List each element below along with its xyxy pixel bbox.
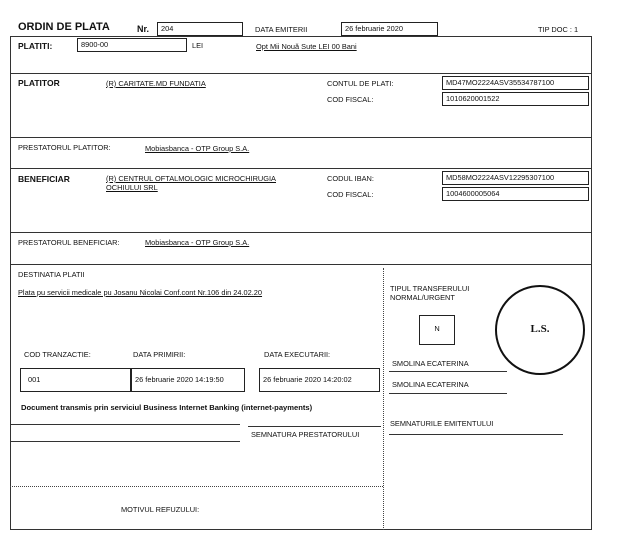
received-date-label: DATA PRIMIRII: [133, 350, 186, 359]
rejection-reason-label: MOTIVUL REFUZULUI: [121, 505, 200, 514]
purpose-label: DESTINATIA PLATII [18, 270, 85, 279]
platitor-fiscal-label: COD FISCAL: [327, 95, 374, 104]
divider [10, 73, 592, 74]
purpose-text: Plata pu servicii medicale pu Josanu Nicolai Conf.cont Nr.106 din 24.02.20 [18, 288, 263, 297]
beneficiar-label: BENEFICIAR [18, 174, 70, 184]
beneficiar-fiscal-value: 1004600005064 [442, 187, 589, 201]
iban-label: CODUL IBAN: [327, 174, 374, 183]
account-label: CONTUL DE PLATI: [327, 79, 394, 88]
document-title: ORDIN DE PLATA [18, 21, 110, 33]
document-number: 204 [157, 22, 243, 36]
account-value: MD47MO2224ASV35534787100 [442, 76, 589, 90]
currency-label: LEI [192, 41, 204, 50]
issuer-signature-line [389, 434, 563, 435]
executed-date-value: 26 februarie 2020 14:20:02 [259, 368, 380, 392]
received-date-value: 26 februarie 2020 14:19:50 [131, 368, 245, 392]
dotted-divider [10, 486, 383, 487]
platitor-name: (R) CARITATE.MD FUNDATIA [106, 79, 206, 88]
transfer-type-label-line1: TIPUL TRANSFERULUI [390, 284, 470, 293]
transaction-code-label: COD TRANZACTIE: [24, 350, 91, 359]
divider [10, 264, 592, 265]
platitor-label: PLATITOR [18, 78, 60, 88]
beneficiary-bank-value: Mobiasbanca - OTP Group S.A. [145, 238, 250, 247]
transfer-type-label-line2: NORMAL/URGENT [390, 293, 455, 302]
iban-value: MD58MO2224ASV12295307100 [442, 171, 589, 185]
platiti-label: PLATITI: [18, 41, 53, 51]
executed-date-label: DATA EXECUTARII: [264, 350, 331, 359]
signer-1-line [389, 371, 507, 372]
amount-value: 8900-00 [77, 38, 187, 52]
signature-line [248, 426, 381, 427]
number-label: Nr. [137, 24, 150, 34]
signer-2-line [389, 393, 507, 394]
transfer-type-value: N [419, 315, 455, 345]
divider [10, 232, 592, 233]
amount-in-words: Opt Mii Nouă Sute LEI 00 Bani [256, 42, 357, 51]
transaction-code-value: 001 [20, 368, 131, 392]
signature-line [10, 441, 240, 442]
signer-1: SMOLINA ECATERINA [392, 359, 469, 368]
issue-date-label: DATA EMITERII [255, 25, 308, 34]
issuer-signatures-label: SEMNATURILE EMITENTULUI [390, 419, 494, 428]
doc-type: TIP DOC : 1 [538, 25, 579, 34]
platitor-fiscal-value: 1010620001522 [442, 92, 589, 106]
divider [10, 168, 592, 169]
beneficiar-fiscal-label: COD FISCAL: [327, 190, 374, 199]
document-frame [10, 36, 592, 530]
payer-bank-value: Mobiasbanca - OTP Group S.A. [145, 144, 250, 153]
divider [10, 137, 592, 138]
signature-line [10, 424, 240, 425]
stamp-text: L.S. [530, 323, 550, 335]
transmission-note: Document transmis prin serviciul Business Internet Banking (internet-payments) [21, 403, 313, 412]
signer-2: SMOLINA ECATERINA [392, 380, 469, 389]
prestator-signature-label: SEMNATURA PRESTATORULUI [251, 430, 360, 439]
beneficiar-name-line1: (R) CENTRUL OFTALMOLOGIC MICROCHIRUGIA [106, 174, 276, 183]
beneficiar-name-line2: OCHIULUI SRL [106, 183, 158, 192]
stamp-circle [495, 285, 585, 375]
beneficiary-bank-label: PRESTATORUL BENEFICIAR: [18, 238, 120, 247]
issue-date-value: 26 februarie 2020 [341, 22, 438, 36]
payer-bank-label: PRESTATORUL PLATITOR: [18, 143, 111, 152]
column-separator [383, 268, 384, 530]
